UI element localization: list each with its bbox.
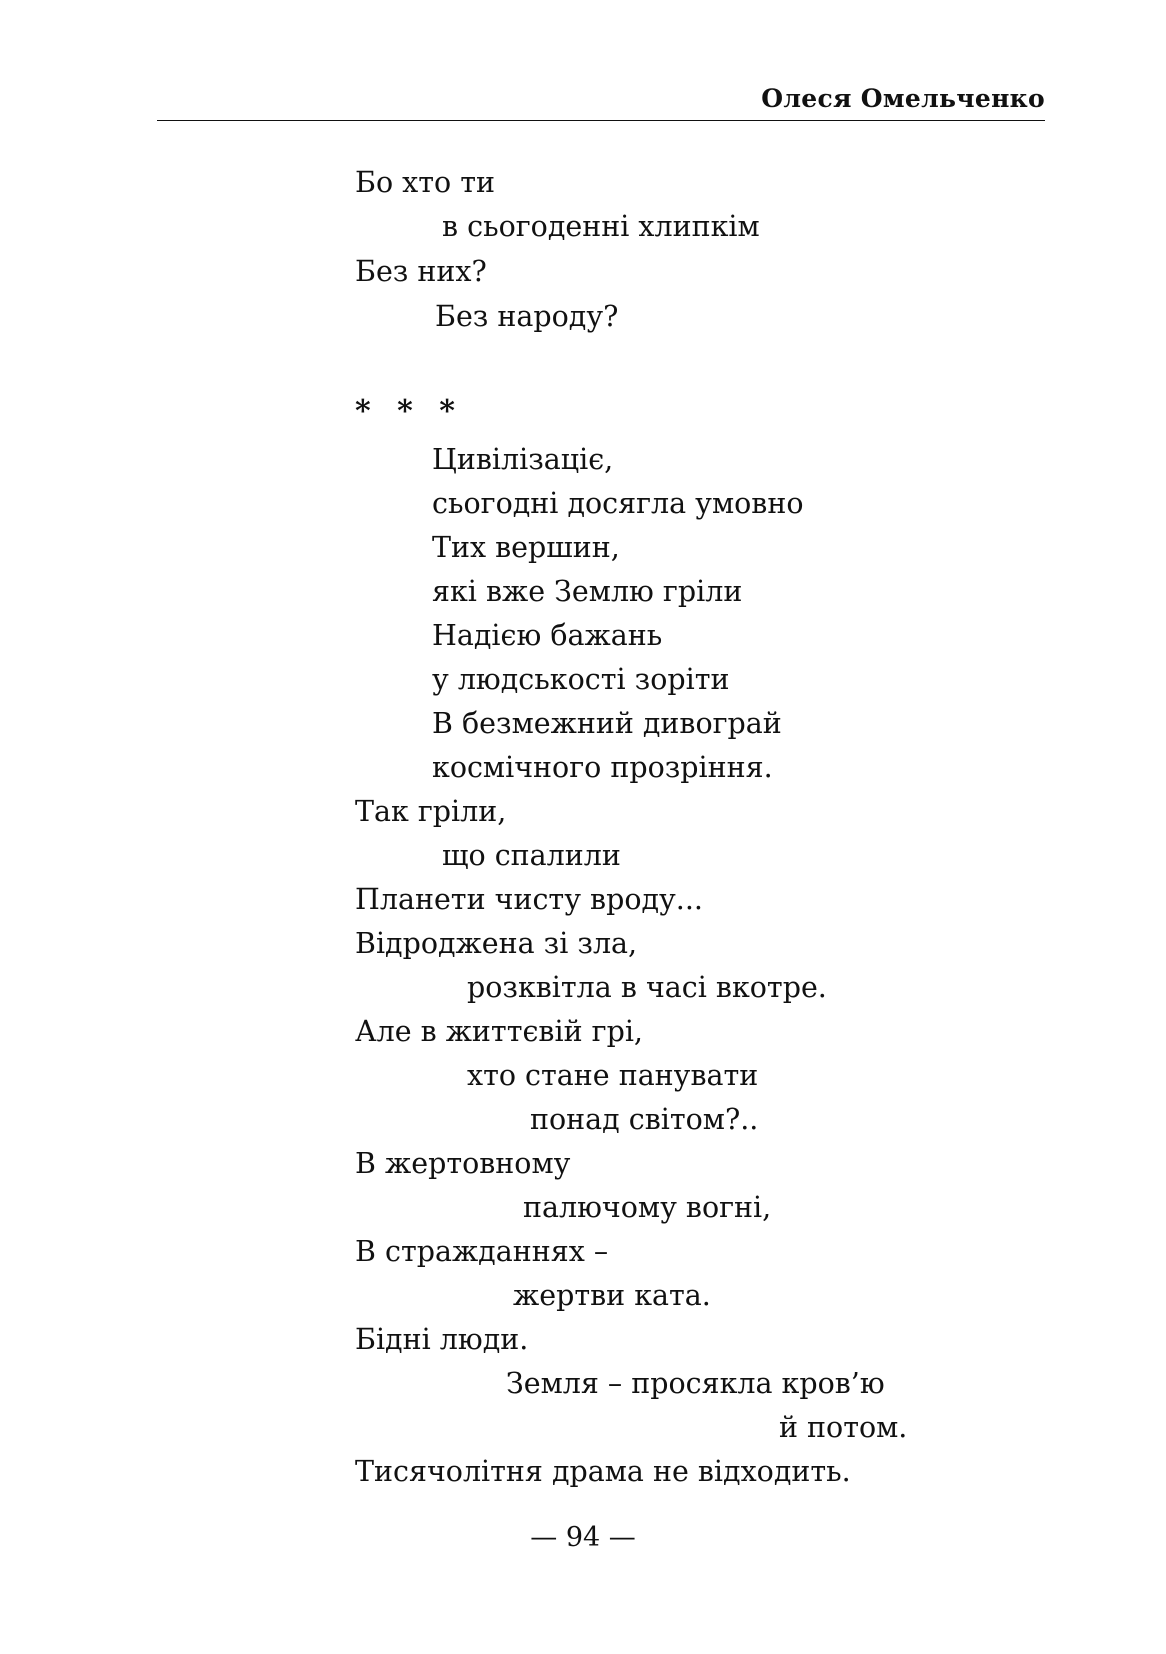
poem-line: Тисячолітня драма не відходить. bbox=[355, 1455, 851, 1488]
poem-line: сьогодні досягла умовно bbox=[432, 487, 804, 520]
poem-line: в сьогоденні хлипкім bbox=[442, 210, 760, 243]
poem-line: Цивілізаціє, bbox=[432, 443, 614, 476]
poem-line: В жертовному bbox=[355, 1147, 571, 1180]
poem-line: Без них? bbox=[355, 255, 487, 288]
poem-line: що спалили bbox=[442, 839, 621, 872]
poem-line: Тих вершин, bbox=[432, 531, 620, 564]
poem-line: Відроджена зі зла, bbox=[355, 927, 638, 960]
poem-line: Планети чисту вроду... bbox=[355, 883, 703, 916]
poem-line: космічного прозріння. bbox=[432, 751, 773, 784]
poem-line: Без народу? bbox=[435, 300, 619, 333]
poem-line: жертви ката. bbox=[513, 1279, 711, 1312]
poem-line: Надією бажань bbox=[432, 619, 663, 652]
poem-line: Так гріли, bbox=[355, 795, 507, 828]
poem-line: В безмежний дивограй bbox=[432, 707, 782, 740]
page-number: — 94 — bbox=[530, 1522, 636, 1553]
poem-line: палючому вогні, bbox=[523, 1191, 772, 1224]
header-author: Олеся Омельченко bbox=[761, 84, 1045, 113]
poem-line: понад світом?.. bbox=[530, 1103, 759, 1136]
poem-line: й потом. bbox=[779, 1411, 908, 1444]
section-separator: * * * bbox=[355, 394, 463, 429]
poem-line: Але в життєвій грі, bbox=[355, 1015, 643, 1048]
poem-line: хто стане панувати bbox=[467, 1059, 759, 1092]
poem-line: Бо хто ти bbox=[355, 166, 495, 199]
poem-line: Земля – просякла кров’ю bbox=[506, 1367, 885, 1400]
poem-line: розквітла в часі вкотре. bbox=[467, 971, 827, 1004]
poem-line: Бідні люди. bbox=[355, 1323, 529, 1356]
poem-line: у людськості зоріти bbox=[432, 663, 730, 696]
poem-line: В стражданнях – bbox=[355, 1235, 609, 1268]
poem-line: які вже Землю гріли bbox=[432, 575, 743, 608]
